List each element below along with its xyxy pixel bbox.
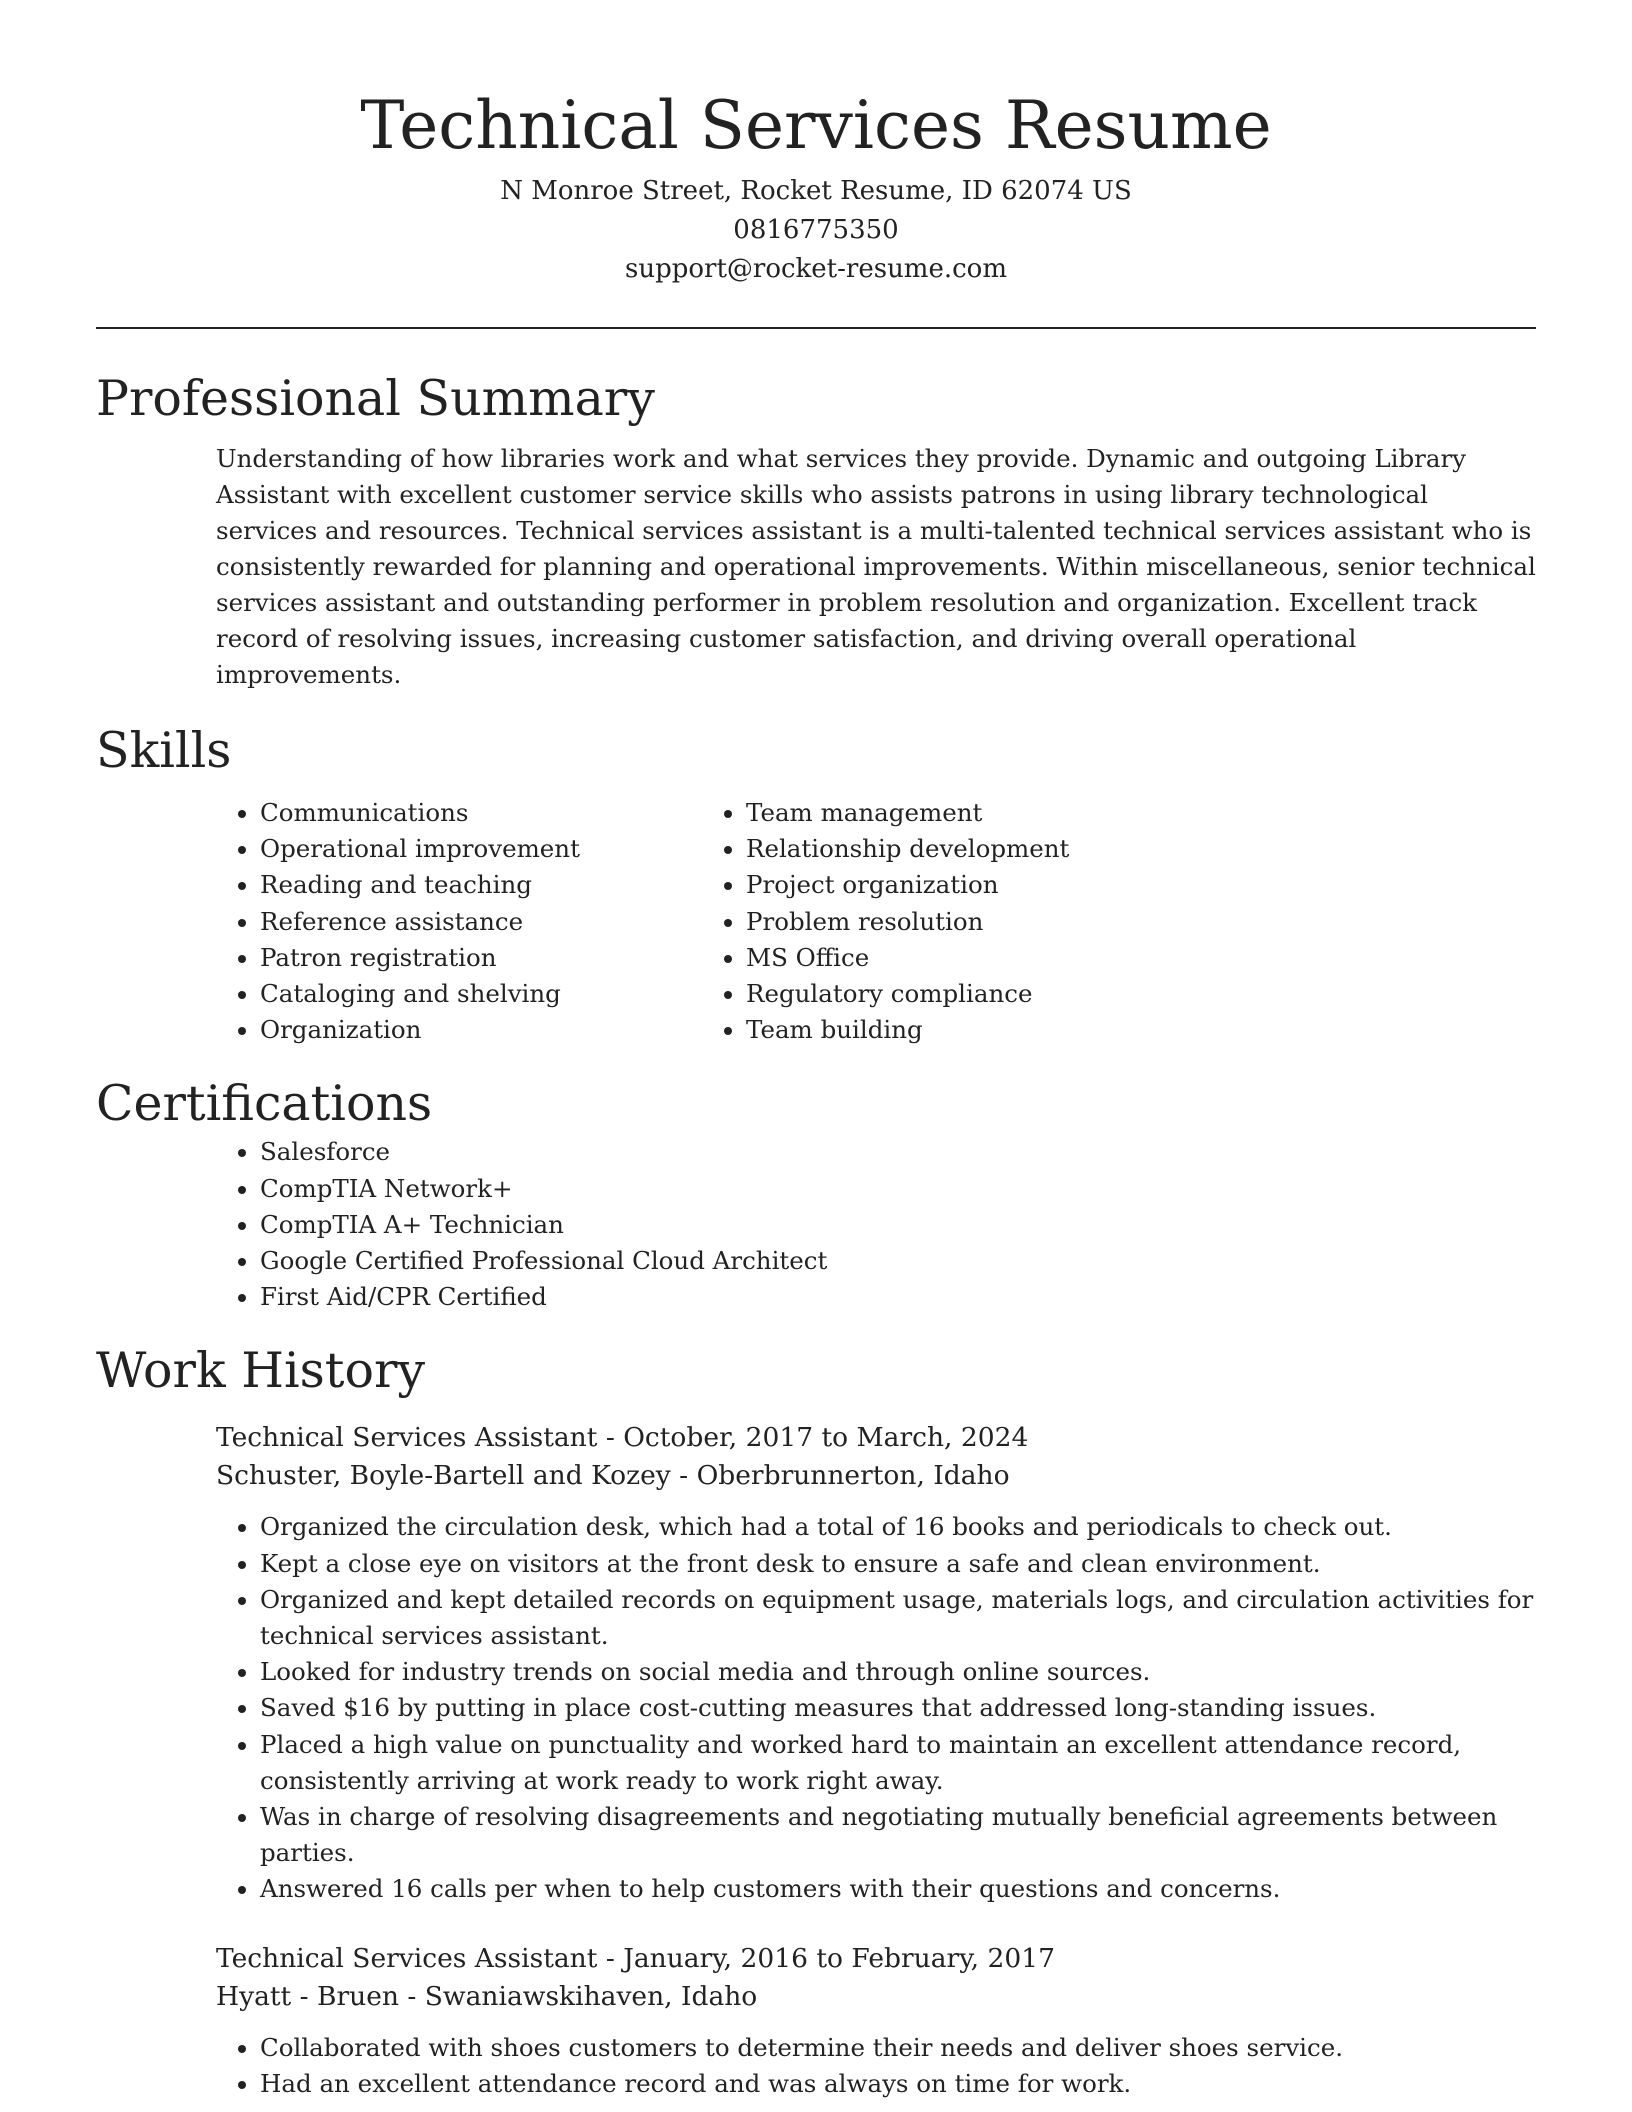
skill-item: • Patron registration	[260, 940, 746, 976]
summary-text: Understanding of how libraries work and what services they provide. Dynamic and outgoing Library Assistant with excellent customer service skills who assists patrons in using library technological services and resources. Technical services assistant is a multi-talented technical services assistant who is consistently rewarded for planning and operational improvements. Within miscellaneous, senior technical services assistant and outstanding performer in problem resolution and organization. Excellent track record of resolving issues, increasing customer satisfaction, and driving overall operational improvements.	[216, 444, 1536, 689]
job-duty-item: • Was in charge of resolving disagreements and negotiating mutually beneficial agreements between parties.	[260, 1799, 1560, 1871]
skill-item: • MS Office	[746, 940, 1069, 976]
skill-item: • Reading and teaching	[260, 867, 746, 903]
job-separator: -	[679, 1460, 697, 1492]
job-company-line	[216, 1978, 1536, 2016]
work-history-heading: Work History	[96, 1342, 426, 1400]
job-duty-item: • Organized the circulation desk, which had a total of 16 books and periodicals to check out.	[260, 1509, 1560, 1545]
job-dates: January, 2016 to February, 2017	[623, 1942, 1055, 1974]
skills-list-right	[746, 795, 1069, 1048]
resume-title: Technical Services Resume	[360, 87, 1272, 164]
job-entry	[216, 1940, 1536, 2102]
skills-list-left	[96, 795, 746, 1048]
job-separator: -	[605, 1942, 624, 1974]
job-title-line	[216, 1940, 1536, 1978]
job-duties-list	[216, 1509, 1560, 1907]
job-duty-item: • Organized and kept detailed records on equipment usage, materials logs, and circulation activities for technical services assistant.	[260, 1582, 1560, 1654]
skill-item: • Operational improvement	[260, 831, 746, 867]
job-duties-list	[216, 2030, 1560, 2102]
skill-item: • Regulatory compliance	[746, 976, 1069, 1012]
skills-heading: Skills	[96, 722, 232, 779]
certification-item: • First Aid/CPR Certified	[260, 1279, 1536, 1315]
header-divider	[96, 327, 1536, 329]
job-duty-item: • Placed a high value on punctuality and worked hard to maintain an excellent attendance record, consistently arriving at work ready to work right away.	[260, 1727, 1560, 1799]
skill-item: • Cataloging and shelving	[260, 976, 746, 1012]
resume-page	[96, 0, 1536, 2102]
job-duty-item: • Saved $16 by putting in place cost-cutting measures that addressed long-standing issues.	[260, 1690, 1560, 1726]
skills-columns	[96, 795, 1536, 1048]
contact-phone: 0816775350	[733, 215, 899, 245]
job-title: Technical Services Assistant	[216, 1422, 598, 1454]
job-separator: -	[407, 1980, 425, 2012]
contact-block	[96, 172, 1536, 289]
skill-item: • Team management	[746, 795, 1069, 831]
certification-item: • CompTIA A+ Technician	[260, 1207, 1536, 1243]
skill-item: • Reference assistance	[260, 904, 746, 940]
job-company: Hyatt - Bruen	[216, 1980, 399, 2012]
certifications-heading: Certifications	[96, 1075, 433, 1133]
job-entry	[216, 1419, 1536, 1907]
job-duty-item: • Answered 16 calls per when to help customers with their questions and concerns.	[260, 1871, 1560, 1907]
job-dates: October, 2017 to March, 2024	[623, 1422, 1029, 1454]
job-location: Swaniawskihaven, Idaho	[424, 1980, 758, 2012]
job-company: Schuster, Boyle-Bartell and Kozey	[216, 1460, 671, 1492]
job-duty-item: • Had an excellent attendance record and was always on time for work.	[260, 2066, 1560, 2102]
skill-item: • Project organization	[746, 867, 1069, 903]
certification-item: • CompTIA Network+	[260, 1171, 1536, 1207]
contact-address: N Monroe Street, Rocket Resume, ID 62074 US	[500, 176, 1132, 206]
contact-email: support@rocket-resume.com	[624, 254, 1007, 284]
skill-item: • Communications	[260, 795, 746, 831]
job-duty-item: • Kept a close eye on visitors at the front desk to ensure a safe and clean environment.	[260, 1546, 1560, 1582]
skill-item: • Relationship development	[746, 831, 1069, 867]
certification-item: • Salesforce	[260, 1134, 1536, 1170]
skills-column-left	[96, 795, 746, 1048]
job-duty-item: • Looked for industry trends on social media and through online sources.	[260, 1654, 1560, 1690]
job-title: Technical Services Assistant	[216, 1942, 598, 1974]
job-duty-item: • Collaborated with shoes customers to determine their needs and deliver shoes service.	[260, 2030, 1560, 2066]
skill-item: • Problem resolution	[746, 904, 1069, 940]
skill-item: • Team building	[746, 1012, 1069, 1048]
summary-heading: Professional Summary	[96, 370, 655, 427]
job-separator: -	[605, 1422, 624, 1454]
certifications-list	[96, 1134, 1536, 1315]
job-location: Oberbrunnerton, Idaho	[696, 1460, 1010, 1492]
certification-item: • Google Certified Professional Cloud Architect	[260, 1243, 1536, 1279]
skills-column-right	[746, 795, 1069, 1048]
job-company-line	[216, 1457, 1536, 1495]
job-title-line	[216, 1419, 1536, 1457]
skill-item: • Organization	[260, 1012, 746, 1048]
